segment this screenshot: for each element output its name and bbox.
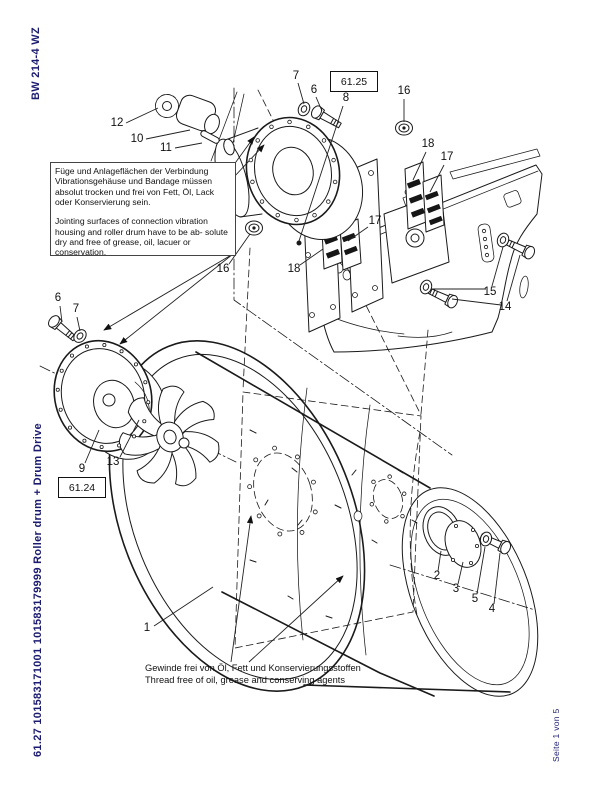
bolt-hole — [401, 514, 405, 518]
bolt-hole — [278, 532, 282, 536]
drive-motor-small — [174, 93, 222, 145]
gear-wheel — [156, 95, 179, 118]
part-number-label: 3 — [452, 583, 460, 595]
document-reference-vertical: 61.27 101583171001 101583179999 Roller drum + Drum Drive — [32, 423, 44, 757]
thread-note-english: Thread free of oil, grease and conserving agents — [145, 675, 346, 686]
part-number-label: 1 — [143, 622, 151, 634]
thread-note — [145, 662, 361, 687]
page-indicator-vertical: Seite 1 von 5 — [551, 708, 561, 762]
note-english: Jointing surfaces of connection vibration housing and roller drum have to be ab- solute dry and free of grease, oil, lacuer or conservation. — [55, 216, 228, 258]
bolt-hole — [143, 420, 146, 423]
bolt-hole — [276, 213, 280, 217]
part-number-label: 4 — [488, 603, 496, 615]
reference-label: 61.25 — [340, 75, 368, 88]
bolt-hole — [333, 180, 337, 184]
bolt-hole — [257, 514, 261, 518]
part-number-label: 16 — [216, 263, 230, 275]
bolt-hole — [70, 354, 73, 357]
bolt-hole — [147, 401, 150, 404]
bolt-hole — [144, 381, 147, 384]
bolt-hole — [332, 158, 336, 162]
part-number-label: 14 — [498, 301, 512, 313]
bolt-hole — [311, 480, 315, 484]
part-number-label: 11 — [160, 142, 172, 154]
part-number-label: 8 — [342, 92, 350, 104]
bolt-hole — [68, 426, 71, 429]
bolt-hole — [85, 345, 88, 348]
bolt-hole — [270, 125, 274, 129]
part-number-label: 15 — [483, 286, 497, 298]
bolt-hole — [60, 369, 63, 372]
bolt-hole — [288, 120, 292, 124]
leader-line — [298, 83, 304, 104]
bolt-hole — [59, 408, 62, 411]
part-number-label: 18 — [287, 263, 301, 275]
bolt-hole — [132, 435, 135, 438]
part-number-label: 7 — [292, 70, 300, 82]
part-number-label: 6 — [310, 84, 318, 96]
part-number-label: 7 — [72, 303, 80, 315]
leader-line — [126, 108, 158, 123]
bolt-hole — [256, 139, 260, 143]
thread-note-german: Gewinde frei von Öl, Fett und Konservierungsstoffen — [145, 663, 361, 673]
bolt-hole — [300, 530, 304, 534]
bolt-hole — [56, 388, 59, 391]
bolt-hole — [83, 439, 86, 442]
part-number-label: 17 — [440, 151, 454, 163]
leader-line — [146, 130, 190, 139]
bolt-hole — [295, 218, 299, 222]
bolt-hole — [251, 180, 255, 184]
bolt-hole — [388, 475, 392, 479]
note-box — [50, 162, 236, 256]
bolt-hole — [117, 444, 120, 447]
bolt-hole — [313, 510, 317, 514]
part-number-label: 9 — [78, 463, 86, 475]
reference-label: 61.24 — [68, 481, 96, 494]
bolt-hole — [306, 125, 310, 129]
bolt-hole — [372, 480, 376, 484]
bolt-hole — [249, 158, 253, 162]
bolt-hole — [295, 455, 299, 459]
note-german: Füge und Anlageflächen der Verbindung Vibrationsgehäuse und Bandage müssen absolut trocken und frei von Fett, Öl, Lack oder Konservierung sein. — [55, 166, 215, 207]
leader-line — [175, 143, 202, 148]
bolt-hole — [248, 485, 252, 489]
bolt-hole — [313, 213, 317, 217]
bolt-hole — [254, 458, 258, 462]
bolt-hole — [370, 502, 374, 506]
bolt-hole — [402, 492, 406, 496]
bolt-hole — [327, 200, 331, 204]
bolt-hole — [260, 200, 264, 204]
model-code-vertical: BW 214-4 WZ — [30, 27, 42, 100]
bolt-hole — [385, 520, 389, 524]
bolt-hole — [134, 363, 137, 366]
part-number-label: 2 — [433, 570, 441, 582]
bolt-hole — [100, 445, 103, 448]
part-number-label: 18 — [421, 138, 435, 150]
part-number-label: 12 — [110, 117, 124, 129]
part-number-label: 5 — [471, 593, 479, 605]
annotation-arrow — [104, 254, 233, 330]
part-number-label: 17 — [368, 215, 382, 227]
part-number-label: 6 — [54, 292, 62, 304]
nut-16-top — [396, 121, 413, 135]
nut-16-left — [246, 221, 263, 235]
reference-box-61-25 — [330, 71, 378, 92]
bolt-hole — [322, 139, 326, 143]
bolt-hole — [103, 343, 106, 346]
bolt-hole — [273, 446, 277, 450]
part-number-label: 13 — [106, 456, 120, 468]
part-number-label: 10 — [130, 133, 144, 145]
reference-box-61-24 — [58, 477, 106, 498]
part-number-label: 16 — [397, 85, 411, 97]
leader-line — [77, 317, 80, 331]
bolt-hole — [120, 350, 123, 353]
